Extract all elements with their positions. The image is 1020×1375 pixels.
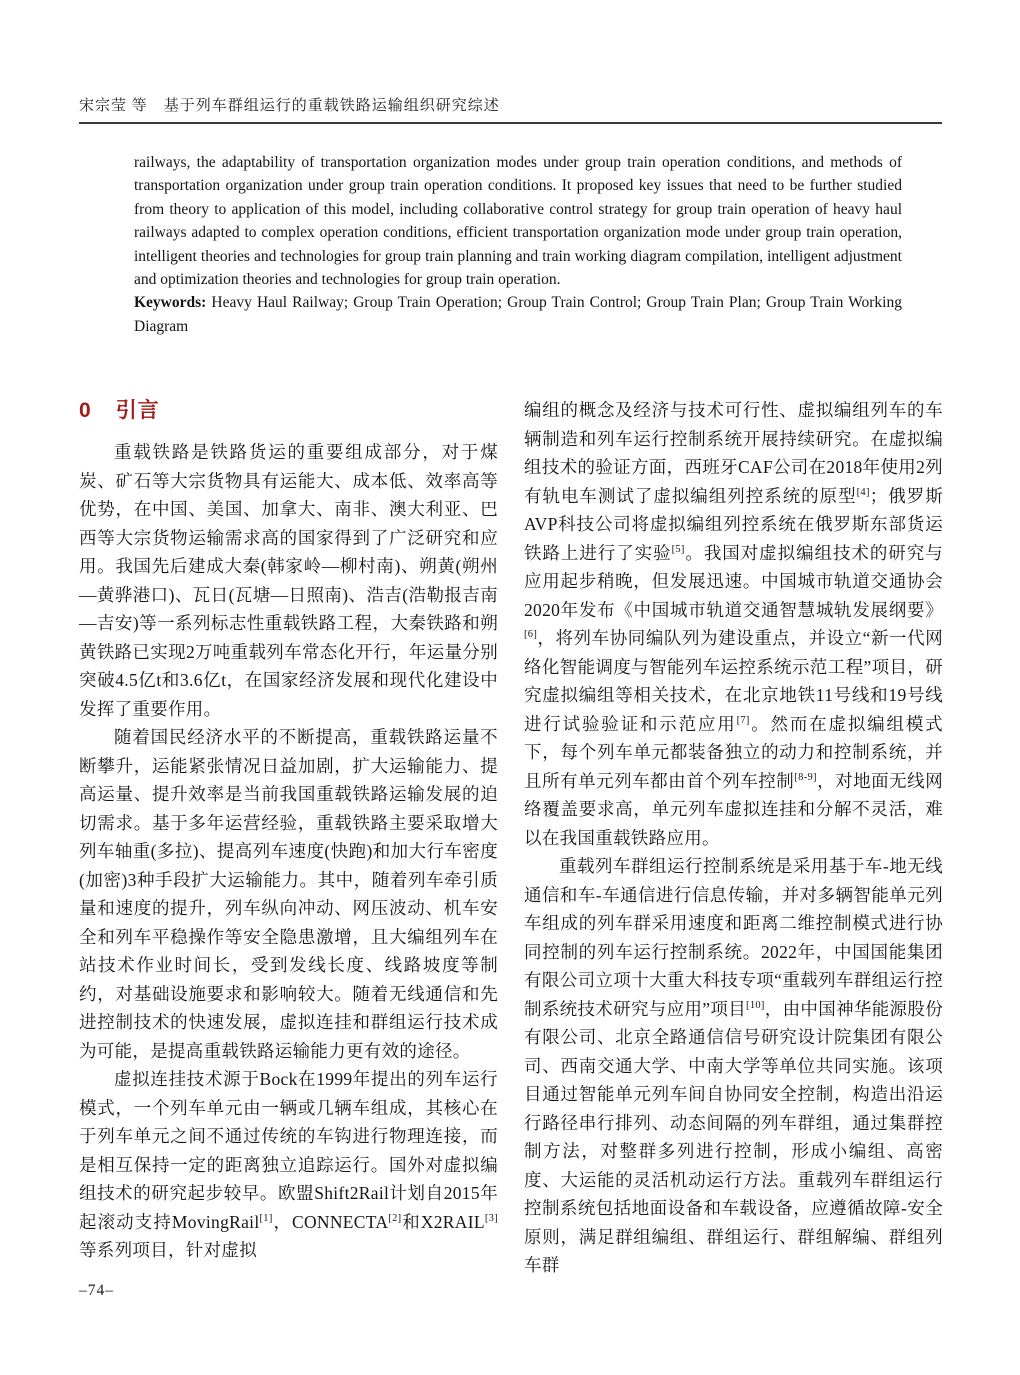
body-paragraph: 重载铁路是铁路货运的重要组成部分，对于煤炭、矿石等大宗货物具有运能大、成本低、效率高等优势，在中国、美国、加拿大、南非、澳大利亚、巴西等大宗货物运输需求高的国家得到了广泛研究和应用。我国先后建成大秦(韩家岭—柳村南)、朔黄(朔州—黄骅港口)、瓦日(瓦塘—日照南)、浩吉(浩勒报吉南—吉安)等一系列标志性重载铁路工程，大秦铁路和朔黄铁路已实现2万吨重载列车常态化开行，年运量分别突破4.5亿t和3.6亿t，在国家经济发展和现代化建设中发挥了重要作用。 [79,442,498,719]
two-column-body [79,396,943,1280]
running-header: 宋宗莹 等 基于列车群组运行的重载铁路运输组织研究综述 [79,98,500,114]
section-heading [79,396,498,426]
section-number: 0 [79,399,92,422]
right-column [524,396,943,1280]
keywords-text: Heavy Haul Railway; Group Train Operation; Group Train Control; Group Train Plan; Group Train Working Diagram [134,294,902,335]
body-paragraph: 重载列车群组运行控制系统是采用基于车-地无线通信和车-车通信进行信息传输，并对多辆智能单元列车组成的列车群采用速度和距离二维控制模式进行协同控制的列车运行控制系统。2022年，中国国能集团有限公司立项十大重大科技专项“重载列车群组运行控制系统技术研究与应用”项目[10]，由中国神华能源股份有限公司、北京全路通信信号研究设计院集团有限公司、西南交通大学、中南大学等单位共同实施。该项目通过智能单元列车间自协同安全控制，构造出沿运行路径串行排列、动态间隔的列车群组，通过集群控制方法，对整群多列进行控制，形成小编组、高密度、大运能的灵活机动运行方法。重载列车群组运行控制系统包括地面设备和车载设备，应遵循故障-安全原则，满足群组编组、群组运行、群组解编、群组列车群 [524,856,944,1275]
keywords-line [134,291,902,338]
body-paragraph: 编组的概念及经济与技术可行性、虚拟编组列车的车辆制造和列车运行控制系统开展持续研究。在虚拟编组技术的验证方面，西班牙CAF公司在2018年使用2列有轨电车测试了虚拟编组列控系统的原型[4]；俄罗斯AVP科技公司将虚拟编组列控系统在俄罗斯东部货运铁路上进行了实验[5]。我国对虚拟编组技术的研究与应用起步稍晚，但发展迅速。中国城市轨道交通协会2020年发布《中国城市轨道交通智慧城轨发展纲要》[6]，将列车协同编队列为建设重点，并设立“新一代网络化智能调度与智能列车运控系统示范工程”项目，研究虚拟编组等相关技术，在北京地铁11号线和19号线进行试验验证和示范应用[7]。然而在虚拟编组模式下，每个列车单元都装备独立的动力和控制系统，并且所有单元列车都由首个列车控制[8-9]，对地面无线网络覆盖要求高，单元列车虚拟连挂和分解不灵活，难以在我国重载铁路应用。 [524,400,943,848]
keywords-label: Keywords: [134,294,207,312]
abstract-text: railways, the adaptability of transportation organization modes under group train operation conditions, and methods of transportation organization under group train operation conditions. It proposed key issues that need to be further studied from theory to application of this model, including collaborative control strategy for group train operation of heavy haul railways adapted to complex operation conditions, efficient transportation organization mode under group train operation, intelligent theories and technologies for group train planning and train working diagram compilation, intelligent adjustment and optimization theories and technologies for group train operation. [134,154,902,289]
body-paragraph: 随着国民经济水平的不断提高，重载铁路运量不断攀升，运能紧张情况日益加剧，扩大运输能力、提高运量、提升效率是当前我国重载铁路运输发展的迫切需求。基于多年运营经验，重载铁路主要采取增大列车轴重(多拉)、提高列车速度(快跑)和加大行车密度(加密)3种手段扩大运输能力。其中，随着列车牵引质量和速度的提升，列车纵向冲动、网压波动、机车安全和列车平稳操作等安全隐患激增，且大编组列车在站技术作业时间长，受到发线长度、线路坡度等制约，对基础设施要求和影响较大。随着无线通信和先进控制技术的快速发展，虚拟连挂和群组运行技术成为可能，是提高重载铁路运输能力更有效的途径。 [79,727,498,1061]
page-number: –74– [79,1282,114,1299]
left-column [79,396,498,1280]
section-title: 引言 [115,399,160,422]
english-abstract-block [134,151,902,338]
header-rule [79,122,942,124]
body-paragraph: 虚拟连挂技术源于Bock在1999年提出的列车运行模式，一个列车单元由一辆或几辆车组成，其核心在于列车单元之间不通过传统的车钩进行物理连接，而是相互保持一定的距离独立追踪运行。国外对虚拟编组技术的研究起步较早。欧盟Shift2Rail计划自2015年起滚动支持MovingRail[1]，CONNECTA[2]和X2RAIL[3]等系列项目，针对虚拟 [79,1069,498,1260]
